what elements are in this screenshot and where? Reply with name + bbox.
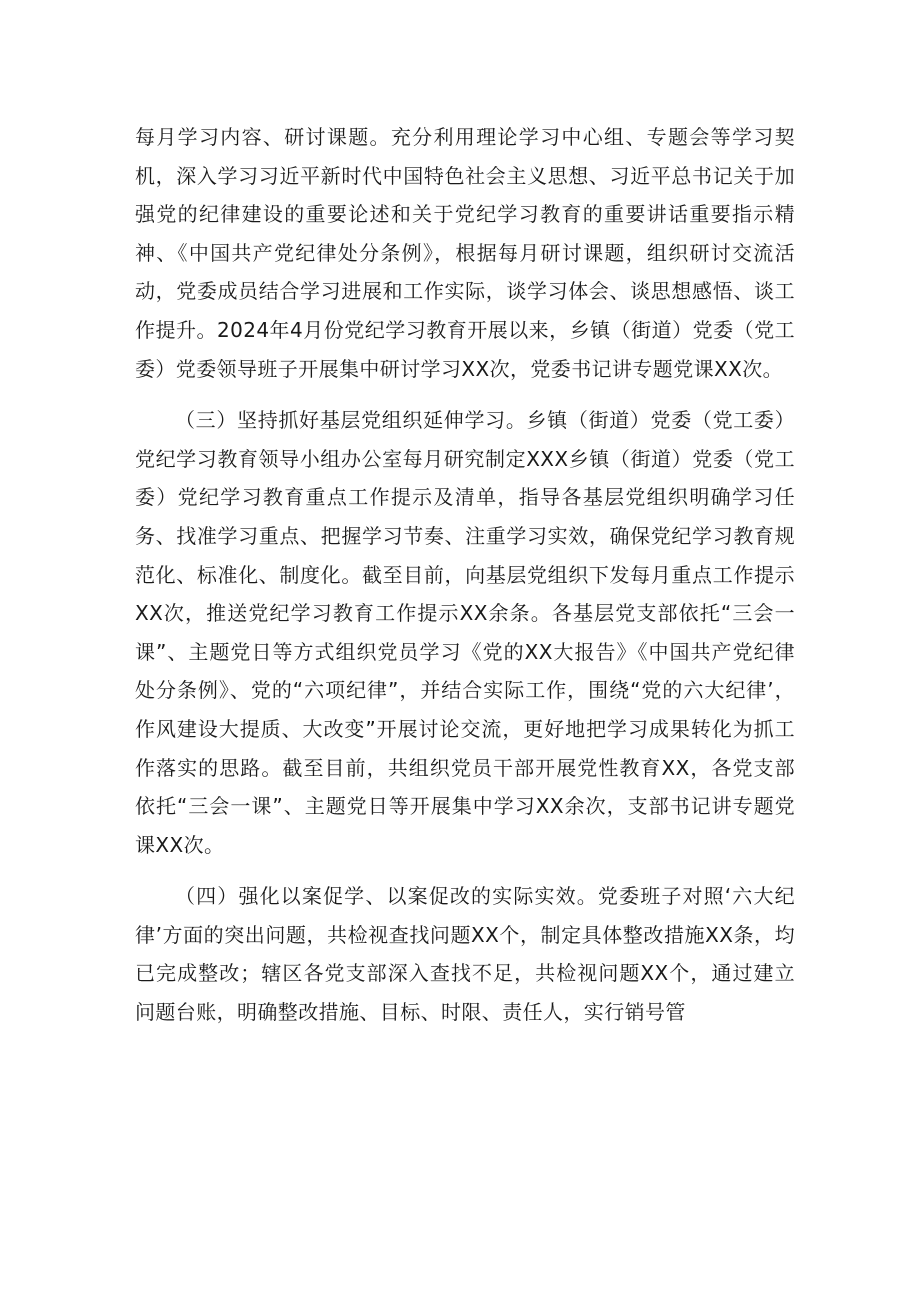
paragraph-section-4: （四）强化以案促学、以案促改的实际实效。党委班子对照‘六大纪律’方面的突出问题，共检视查找问题XX个，制定具体整改措施XX条，均已完成整改；辖区各党支部深入查找不足，共检视问题XX个，通过建立问题台账，明确整改措施、目标、时限、责任人，实行销号管	[135, 884, 795, 1025]
paragraph-continuation: 每月学习内容、研讨课题。充分利用理论学习中心组、专题会等学习契机，深入学习习近平新时代中国特色社会主义思想、习近平总书记关于加强党的纪律建设的重要论述和关于党纪学习教育的重要讲话重要指示精神、《中国共产党纪律处分条例》，根据每月研讨课题，组织研讨交流活动，党委成员结合学习进展和工作实际，谈学习体会、谈思想感悟、谈工作提升。2024年4月份党纪学习教育开展以来，乡镇（街道）党委（党工委）党委领导班子开展集中研讨学习XX次，党委书记讲专题党课XX次。	[135, 125, 795, 381]
body-text	[135, 118, 795, 1045]
paragraph-section-3: （三）坚持抓好基层党组织延伸学习。乡镇（街道）党委（党工委）党纪学习教育领导小组办公室每月研究制定XXX乡镇（街道）党委（党工委）党纪学习教育重点工作提示及清单，指导各基层党组织明确学习任务、找准学习重点、把握学习节奏、注重学习实效，确保党纪学习教育规范化、标准化、制度化。截至目前，向基层党组织下发每月重点工作提示XX次，推送党纪学习教育工作提示XX余条。各基层党支部依托“三会一课”、主题党日等方式组织党员学习《党的XX大报告》《中国共产党纪律处分条例》、党的“六项纪律”，并结合实际工作，围绕“党的六大纪律’，作风建设大提质、大改变”开展讨论交流，更好地把学习成果转化为抓工作落实的思路。截至目前，共组织党员干部开展党性教育XX，各党支部依托“三会一课”、主题党日等开展集中学习XX余次，支部书记讲专题党课XX次。	[135, 408, 795, 857]
